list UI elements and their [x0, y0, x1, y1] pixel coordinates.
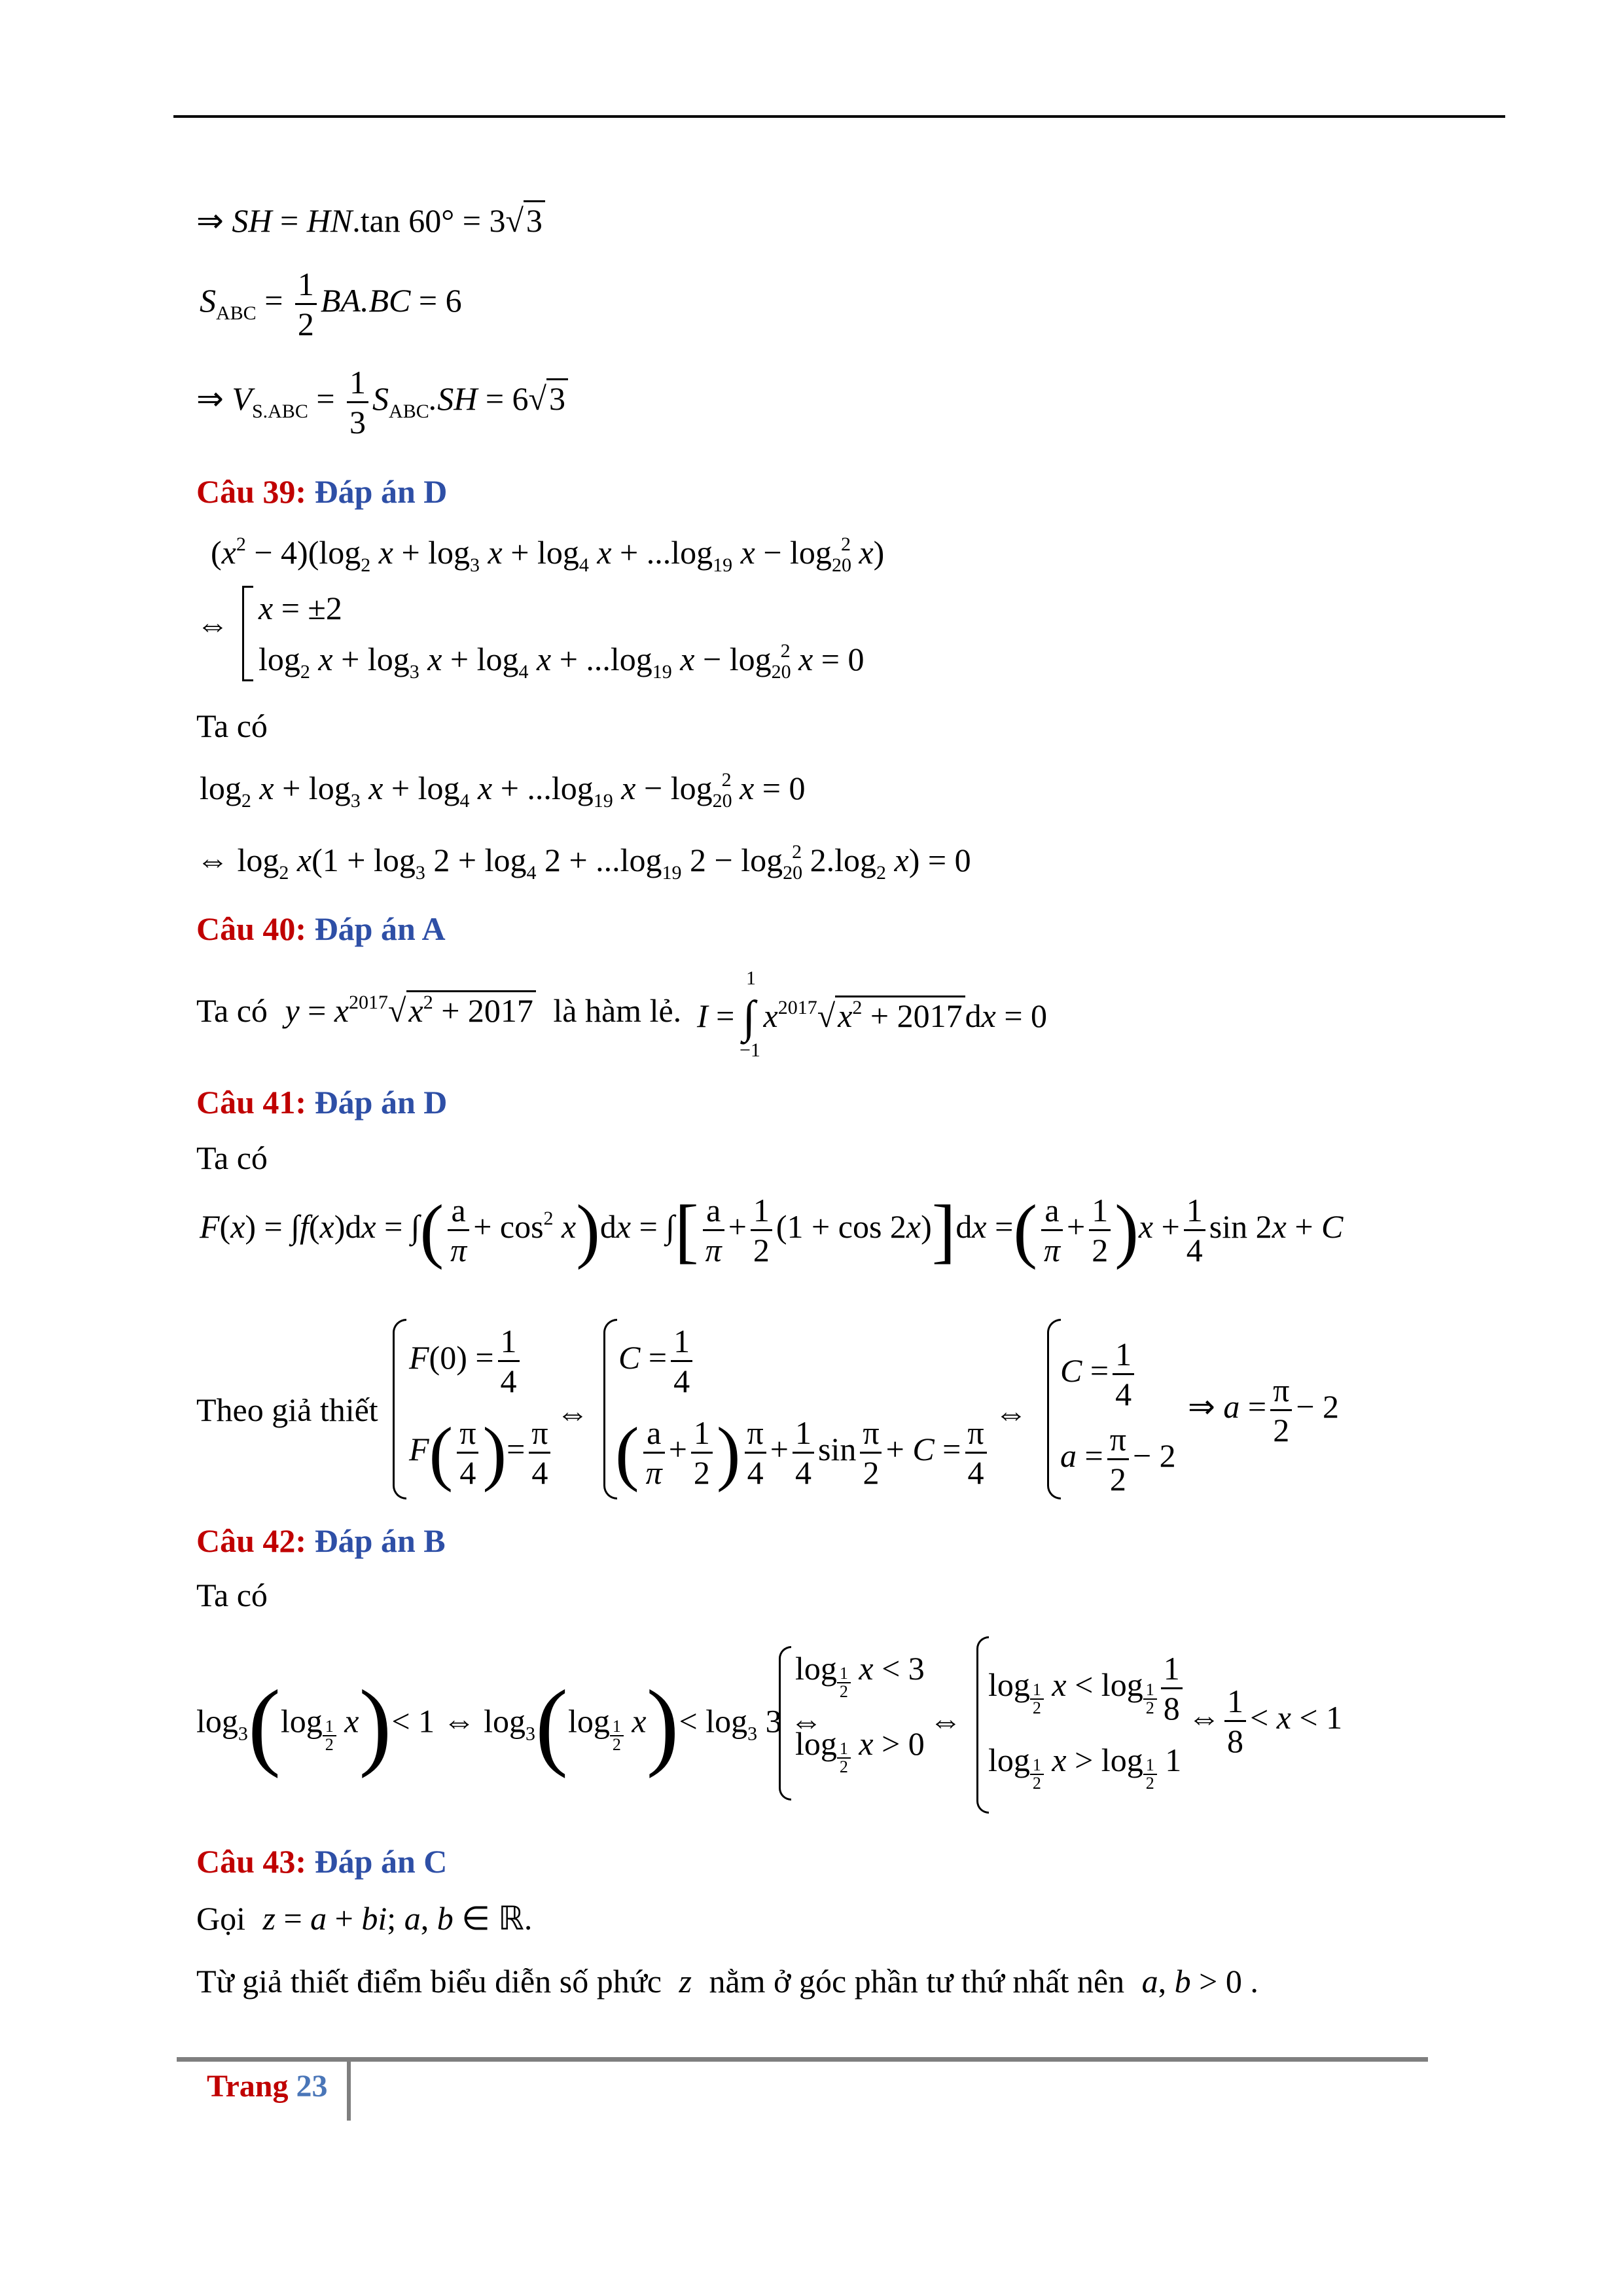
q42-cau: Câu 42: — [196, 1522, 307, 1559]
q40-cau: Câu 40: — [196, 910, 307, 947]
q41-system-1a: F(0) = $\frac{1}{4}$ — [409, 1322, 524, 1400]
q40-function: $y = x^{2017}√x^2 + 2017$ — [285, 992, 535, 1029]
q42-answer: Đáp án B — [314, 1522, 446, 1559]
q43-goi: Gọi — [196, 1900, 245, 1937]
q39-taco: Ta có — [196, 708, 268, 744]
q43-line-2 — [196, 1962, 1258, 2000]
q41-equiv-2: ⇔ — [995, 1395, 1027, 1431]
q41-system-3b: a = $\frac{\pi}{2}$ − 2 — [1060, 1421, 1176, 1498]
q41-result: ⇒ a = $\frac{\pi}{2}$ − 2 — [1188, 1372, 1340, 1448]
q38-line-1: ⇒ SH = HN.tan 60° = 3√3 — [196, 202, 545, 240]
q39-case-1: x = ±2 — [259, 590, 342, 626]
page-label: Trang — [207, 2069, 289, 2104]
q39-equation: $(x^2 - 4)(\log_2$ $x + \log_3 x + \log_4 x + ...\log_{19}$ $x - \log_{20}^2 x$) — [211, 533, 885, 576]
q41-taco: Ta có — [196, 1139, 268, 1176]
q40-heading — [196, 910, 446, 948]
q41-system-2b: ( $\frac{a}{\pi}$ + $\frac{1}{2}$ ) $\frac{\pi}{4}$ + $\frac{1}{4}$ sin $\frac{\pi}{2}$ + C = $\frac{\pi}{4}$ — [615, 1414, 991, 1492]
q40-integral-lower: −1 — [740, 1039, 760, 1061]
q41-heading — [196, 1083, 447, 1121]
q43-z-definition: z = a + bi; a, b ∈ ℝ. — [262, 1900, 533, 1937]
q41-system-3-brace — [1047, 1319, 1061, 1499]
q43-line-2b: nằm ở góc phần tư thứ nhất nên — [709, 1963, 1125, 2000]
q42-taco: Ta có — [196, 1577, 268, 1613]
q42-heading — [196, 1522, 446, 1560]
q42-system-1b: log $_{\frac{1}{2}}$ x > 0 — [795, 1725, 925, 1777]
q42-result: ⇔ $\frac{1}{8}$ < x < 1 — [1188, 1683, 1343, 1759]
q41-theo-gia-thiet: Theo giả thiết — [196, 1391, 378, 1428]
q42-system-1a: log $_{\frac{1}{2}}$ x < 3 — [795, 1650, 925, 1702]
q43-z: z — [679, 1963, 692, 2000]
q43-condition: a, b > 0 . — [1141, 1963, 1258, 2000]
q39-case-bracket — [242, 586, 253, 681]
page-number — [207, 2068, 327, 2104]
q39-cau: Câu 39: — [196, 473, 307, 510]
q42-system-2-brace — [976, 1636, 989, 1814]
q38-line-2: $S_{ABC}$ = $\frac{1}{2}$ BA.BC = 6 — [200, 266, 462, 342]
q39-equation-2: $\log_2 x + \log_3 x + \log_4 x + ...\log_{19}$ $x - \log_{20}^2 x = 0$ — [200, 769, 806, 812]
q42-system-2a: log $_{\frac{1}{2}}$ x < log $_{\frac{1}{2}}$ $\frac{1}{8}$ — [988, 1649, 1186, 1727]
q41-system-3a: C = $\frac{1}{4}$ — [1060, 1335, 1138, 1413]
q39-answer: Đáp án D — [314, 473, 448, 510]
q38-line-3: ⇒ $V_{S.ABC}$ = $\frac{1}{3}$ $S_{ABC}.SH = 6√3$ — [196, 363, 568, 441]
q43-answer: Đáp án C — [314, 1843, 448, 1880]
q43-line-1 — [196, 1899, 532, 1937]
q40-text-2: là hàm lẻ. — [553, 992, 682, 1029]
q41-answer: Đáp án D — [314, 1084, 448, 1121]
q41-cau: Câu 41: — [196, 1084, 307, 1121]
q43-line-2a: Từ giả thiết điểm biểu diễn số phức — [196, 1963, 662, 2000]
q41-antiderivative: F(x) = ∫f(x)dx = ∫( $\frac{a}{\pi}$ + $\cos^2 x)dx$ = ∫[ $\frac{a}{\pi}$ + $\frac{1}{2}$ (1 + cos 2x)]dx =( $\frac{a}{\pi}$ + $\frac{1}{2}$ )x + $\frac{1}{4}$ sin 2x + C — [200, 1190, 1344, 1270]
q39-equiv-symbol: ⇔ — [196, 606, 229, 643]
header-rule — [173, 115, 1505, 118]
q40-text-1: Ta có — [196, 992, 268, 1029]
q41-system-1b: F( $\frac{\pi}{4}$ )= $\frac{\pi}{4}$ — [409, 1414, 555, 1492]
q42-system-1-brace — [779, 1646, 791, 1801]
q43-heading — [196, 1842, 447, 1880]
footer-rule — [177, 2057, 1428, 2062]
q41-system-2a: C = $\frac{1}{4}$ — [618, 1322, 696, 1400]
footer-divider — [347, 2062, 351, 2121]
q41-system-1-brace — [393, 1319, 406, 1499]
q40-integral: I = ∫ $x^{2017}√x^2 + 2017dx = 0$ — [697, 992, 1048, 1043]
q42-equiv: ⇔ — [929, 1702, 962, 1739]
q40-line — [196, 992, 681, 1030]
q40-answer: Đáp án A — [314, 910, 446, 947]
q43-cau: Câu 43: — [196, 1843, 307, 1880]
q39-equation-3: ⇔ $\log_2 x(1 + \log_3 2 + \log_4 2 + ...\log_{19}$ $2 - \log_{20}^2 2.\log_2$ x) = 0 — [196, 841, 971, 884]
q41-equiv-1: ⇔ — [556, 1395, 589, 1431]
q40-integral-upper: 1 — [746, 967, 756, 989]
q39-heading — [196, 473, 447, 511]
q39-case-2: $\log_2 x + \log_3 x + \log_4 x + ...\log_{19}$ $x - \log_{20}^2 x = 0$ — [259, 640, 865, 683]
q42-inequality-chain: $\log_3(\log$ $_{\frac{1}{2}}$ x)< 1 ⇔ $\log_3(\log$ $_{\frac{1}{2}}$ $x)< \log_3 3$ ⇔ — [196, 1670, 823, 1779]
page-number-value: 23 — [296, 2069, 328, 2104]
q42-system-2b: log $_{\frac{1}{2}}$ x > log $_{\frac{1}{2}}$ 1 — [988, 1742, 1182, 1793]
